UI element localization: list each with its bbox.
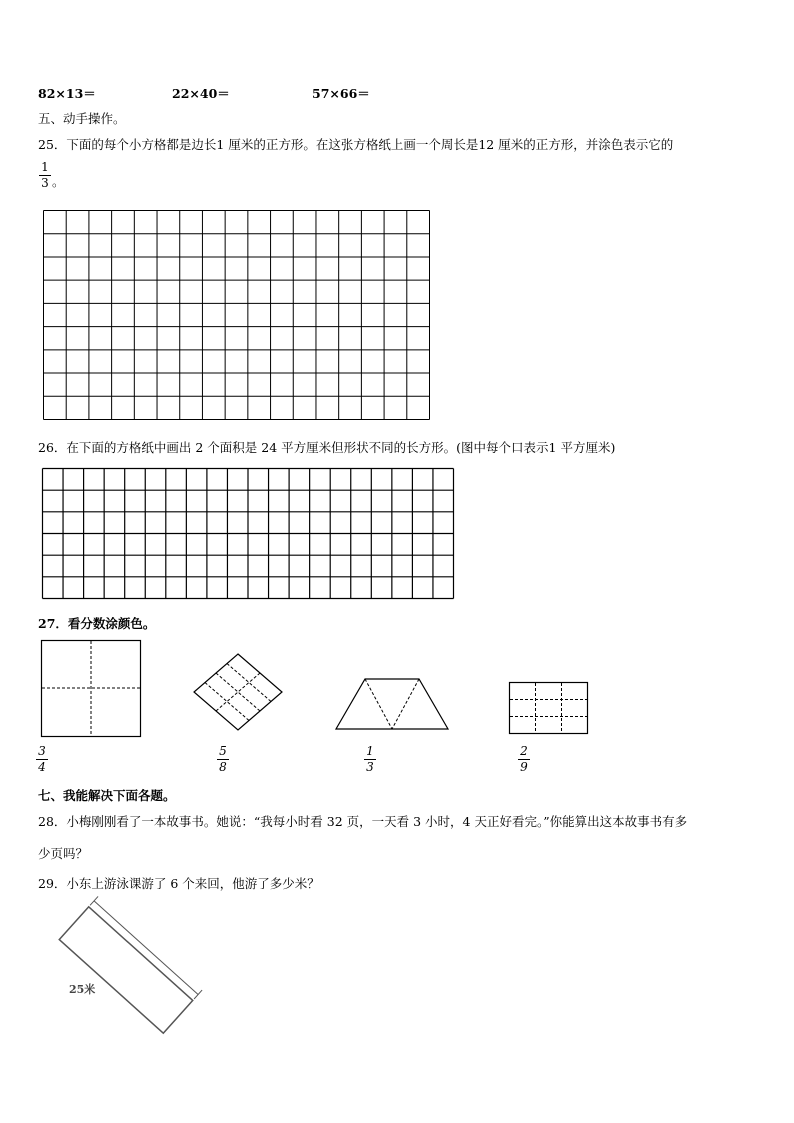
calc-item-1: 82×13＝ [38,86,96,101]
fraction-denominator: 9 [520,760,528,774]
question-28-line-1: 28．小梅刚刚看了一本故事书。她说：“我每小时看 32 页，一天看 3 小时，4 天正好看完。”你能算出这本故事书有多 [38,814,688,829]
pool-diagram [40,905,170,1035]
fraction-3-4 [35,745,49,774]
shape-trapezoid-thirds[interactable] [335,678,449,730]
fraction-denominator: 3 [366,760,374,774]
q25-fraction-numerator: 1 [41,160,49,174]
fraction-1-3 [363,745,377,774]
question-26-text: 26．在下面的方格纸中画出 2 个面积是 24 平方厘米但形状不同的长方形。(图中每个口表示1 平方厘米) [38,440,616,455]
calc-item-2: 22×40＝ [172,86,230,101]
fraction-2-9 [517,745,531,774]
q25-fraction [38,161,52,190]
fraction-denominator: 4 [38,760,46,774]
question-27-text: 27．看分数涂颜色。 [38,616,156,631]
fraction-numerator: 2 [520,744,528,758]
pool-length-label: 25米 [69,983,96,996]
question-25-text: 25．下面的每个小方格都是边长1 厘米的正方形。在这张方格纸上画一个周长是12 厘米的正方形，并涂色表示它的 [38,137,674,152]
shape-square-quarters[interactable] [41,640,141,738]
calc-item-3: 57×66＝ [312,86,370,101]
q25-tail: 。 [52,174,65,189]
fraction-denominator: 8 [219,760,227,774]
section-heading-7: 七、我能解决下面各题。 [38,788,176,803]
fraction-5-8 [216,745,230,774]
fraction-numerator: 1 [366,744,374,758]
shape-diamond-eighths[interactable] [193,653,283,731]
fraction-numerator: 5 [219,744,227,758]
fraction-numerator: 3 [38,744,46,758]
q25-fraction-denominator: 3 [41,176,49,190]
shape-rectangle-ninths[interactable] [509,682,589,736]
question-28-line-2: 少页吗？ [38,846,89,861]
section-heading-5: 五、动手操作。 [38,111,126,126]
q26-square-grid[interactable] [42,468,454,599]
q25-square-grid[interactable] [43,210,430,420]
question-29-text: 29．小东上游泳课游了 6 个来回，他游了多少米？ [38,876,320,891]
